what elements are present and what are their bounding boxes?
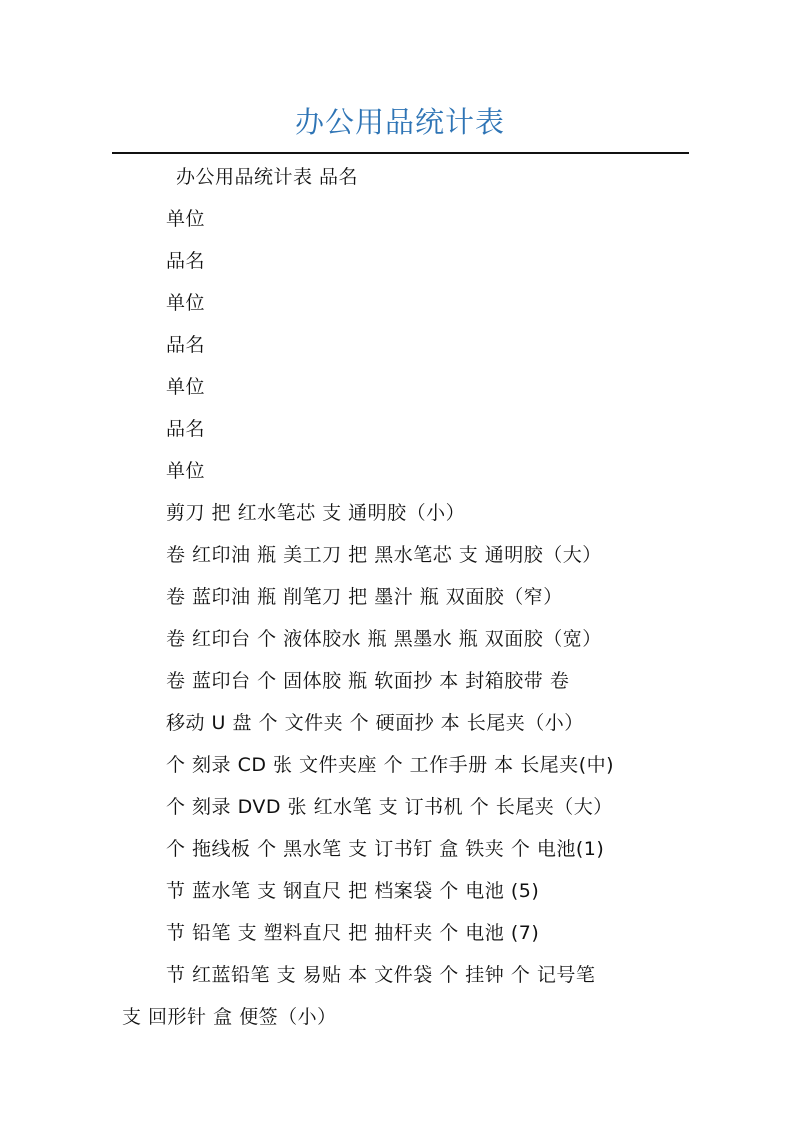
text-line: 单位	[166, 460, 206, 482]
text-line: 节 红蓝铅笔 支 易贴 本 文件袋 个 挂钟 个 记号笔	[166, 964, 596, 986]
text-line: 单位	[166, 292, 206, 314]
text-line: 单位	[166, 376, 206, 398]
text-line: 节 蓝水笔 支 钢直尺 把 档案袋 个 电池 (5)	[166, 880, 540, 902]
text-line: 卷 红印油 瓶 美工刀 把 黑水笔芯 支 通明胶（大）	[166, 544, 602, 566]
text-line: 剪刀 把 红水笔芯 支 通明胶（小）	[166, 502, 466, 524]
text-line: 卷 蓝印台 个 固体胶 瓶 软面抄 本 封箱胶带 卷	[166, 670, 570, 692]
text-line: 办公用品统计表 品名	[176, 166, 359, 188]
text-line: 卷 蓝印油 瓶 削笔刀 把 墨汁 瓶 双面胶（窄）	[166, 586, 563, 608]
text-line: 移动 U 盘 个 文件夹 个 硬面抄 本 长尾夹（小）	[166, 712, 584, 734]
text-line: 品名	[166, 418, 206, 440]
text-line: 个 拖线板 个 黑水笔 支 订书钉 盒 铁夹 个 电池(1)	[166, 838, 605, 860]
text-line: 品名	[166, 334, 206, 356]
text-line: 节 铅笔 支 塑料直尺 把 抽杆夹 个 电池 (7)	[166, 922, 540, 944]
text-line: 单位	[166, 208, 206, 230]
text-line: 个 刻录 CD 张 文件夹座 个 工作手册 本 长尾夹(中)	[166, 754, 615, 776]
text-line: 个 刻录 DVD 张 红水笔 支 订书机 个 长尾夹（大）	[166, 796, 613, 818]
title-divider	[112, 152, 689, 154]
text-line: 品名	[166, 250, 206, 272]
text-line: 支 回形针 盒 便签（小）	[122, 1006, 337, 1028]
text-line: 卷 红印台 个 液体胶水 瓶 黑墨水 瓶 双面胶（宽）	[166, 628, 602, 650]
document-title: 办公用品统计表	[294, 105, 505, 139]
